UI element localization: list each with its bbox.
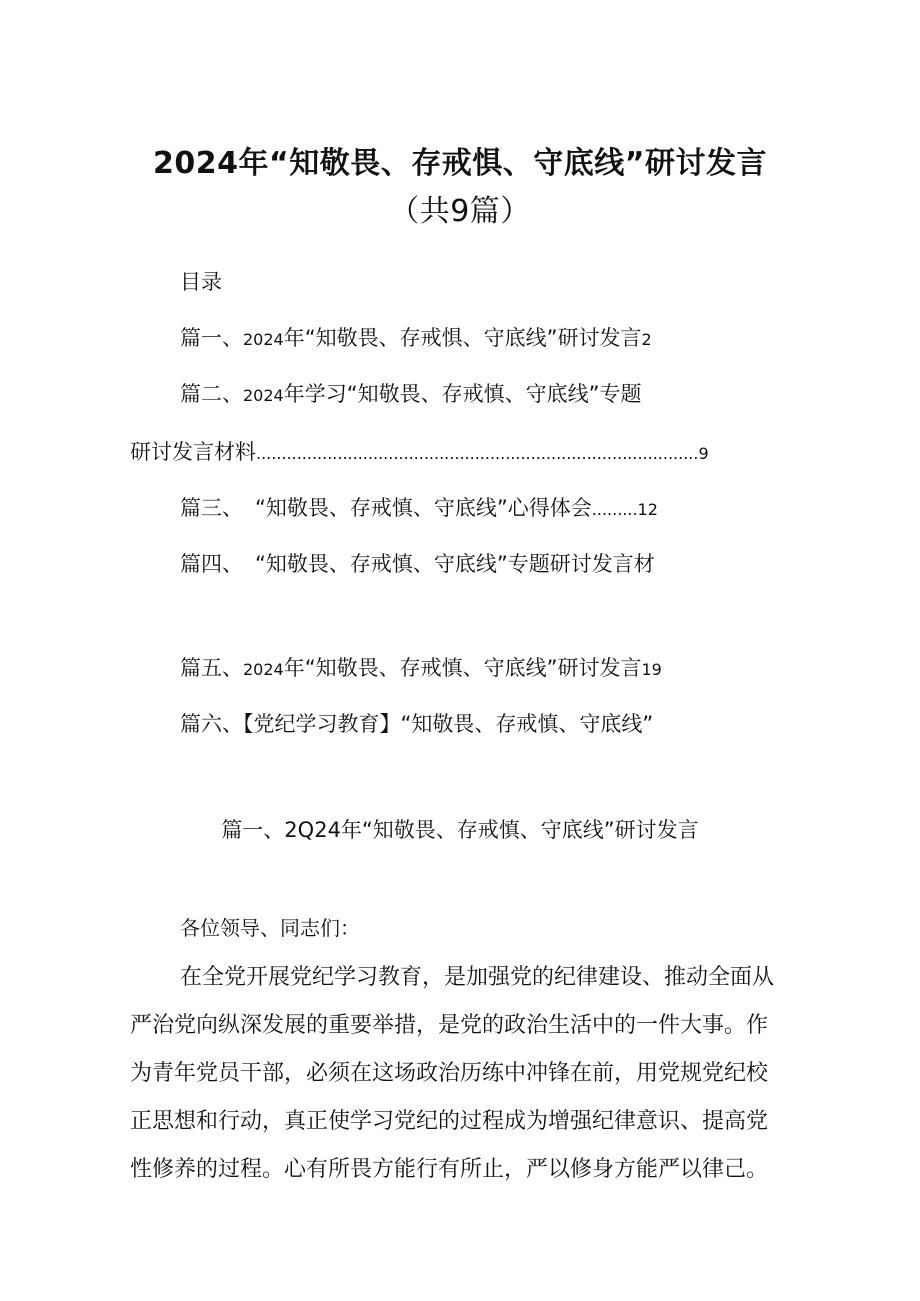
toc-item-5[interactable] xyxy=(180,652,662,682)
paragraph-line-3: 为青年党员干部，必须在这场政治历练中冲锋在前，用党规党纪校 xyxy=(130,1061,769,1086)
toc-item-1[interactable] xyxy=(180,322,652,352)
toc-item-text: 年“知敬畏、存戒慎、守底线”研讨发言 xyxy=(283,656,642,680)
toc-item-label: 篇二、 xyxy=(180,382,243,406)
toc-item-3[interactable] xyxy=(180,492,658,522)
toc-heading: 目录 xyxy=(180,270,222,294)
toc-item-text: “知敬畏、存戒慎、守底线”专题研讨发言材 xyxy=(255,552,655,576)
toc-item-text: 年学习“知敬畏、存戒慎、守底线”专题 xyxy=(283,382,642,406)
document-subtitle: （共9篇） xyxy=(389,194,531,229)
toc-item-label: 篇四、 xyxy=(180,552,243,576)
document-title: 2024年“知敬畏、存戒惧、守底线”研讨发言 xyxy=(153,146,767,181)
paragraph-line-1: 在全党开展党纪学习教育，是加强党的纪律建设、推动全面从 xyxy=(180,965,775,990)
section-heading: 篇一、2Q24年“知敬畏、存戒慎、守底线”研讨发言 xyxy=(221,818,699,842)
paragraph-line-4: 正思想和行动，真正使学习党纪的过程成为增强纪律意识、提高党 xyxy=(130,1109,769,1134)
salutation: 各位领导、同志们： xyxy=(180,916,360,940)
toc-item-page: 9 xyxy=(698,444,709,463)
toc-item-label: 篇一、 xyxy=(180,326,243,350)
toc-item-label: 篇五、 xyxy=(180,656,243,680)
toc-item-text: 研讨发言材料 xyxy=(130,440,256,464)
toc-item-text: 【党纪学习教育】“知敬畏、存戒慎、守底线” xyxy=(243,712,654,736)
paragraph-line-2: 严治党向纵深发展的重要举措，是党的政治生活中的一件大事。作 xyxy=(130,1013,769,1038)
toc-item-6[interactable] xyxy=(180,708,653,738)
toc-item-label: 篇六、 xyxy=(180,712,243,736)
toc-leader-dots: ....................................................................................... xyxy=(256,444,699,463)
toc-item-text: “知敬畏、存戒慎、守底线”心得体会 xyxy=(255,496,592,520)
paragraph-line-5: 性修养的过程。心有所畏方能行有所止，严以修身方能严以律己。 xyxy=(130,1157,769,1182)
toc-leader-dots: ......... xyxy=(591,500,638,519)
toc-item-label: 篇三、 xyxy=(180,496,243,520)
toc-item-2[interactable] xyxy=(180,378,641,408)
toc-item-page: 12 xyxy=(637,500,658,519)
toc-item-2-continued[interactable] xyxy=(130,436,750,466)
toc-item-year: 2024 xyxy=(243,386,284,405)
toc-item-page: 2 xyxy=(641,330,652,349)
toc-item-year: 2024 xyxy=(243,330,284,349)
toc-item-text: 年“知敬畏、存戒惧、守底线”研讨发言 xyxy=(283,326,642,350)
toc-item-year: 2024 xyxy=(243,660,284,679)
toc-item-4[interactable] xyxy=(180,548,655,578)
toc-item-page: 19 xyxy=(641,660,662,679)
